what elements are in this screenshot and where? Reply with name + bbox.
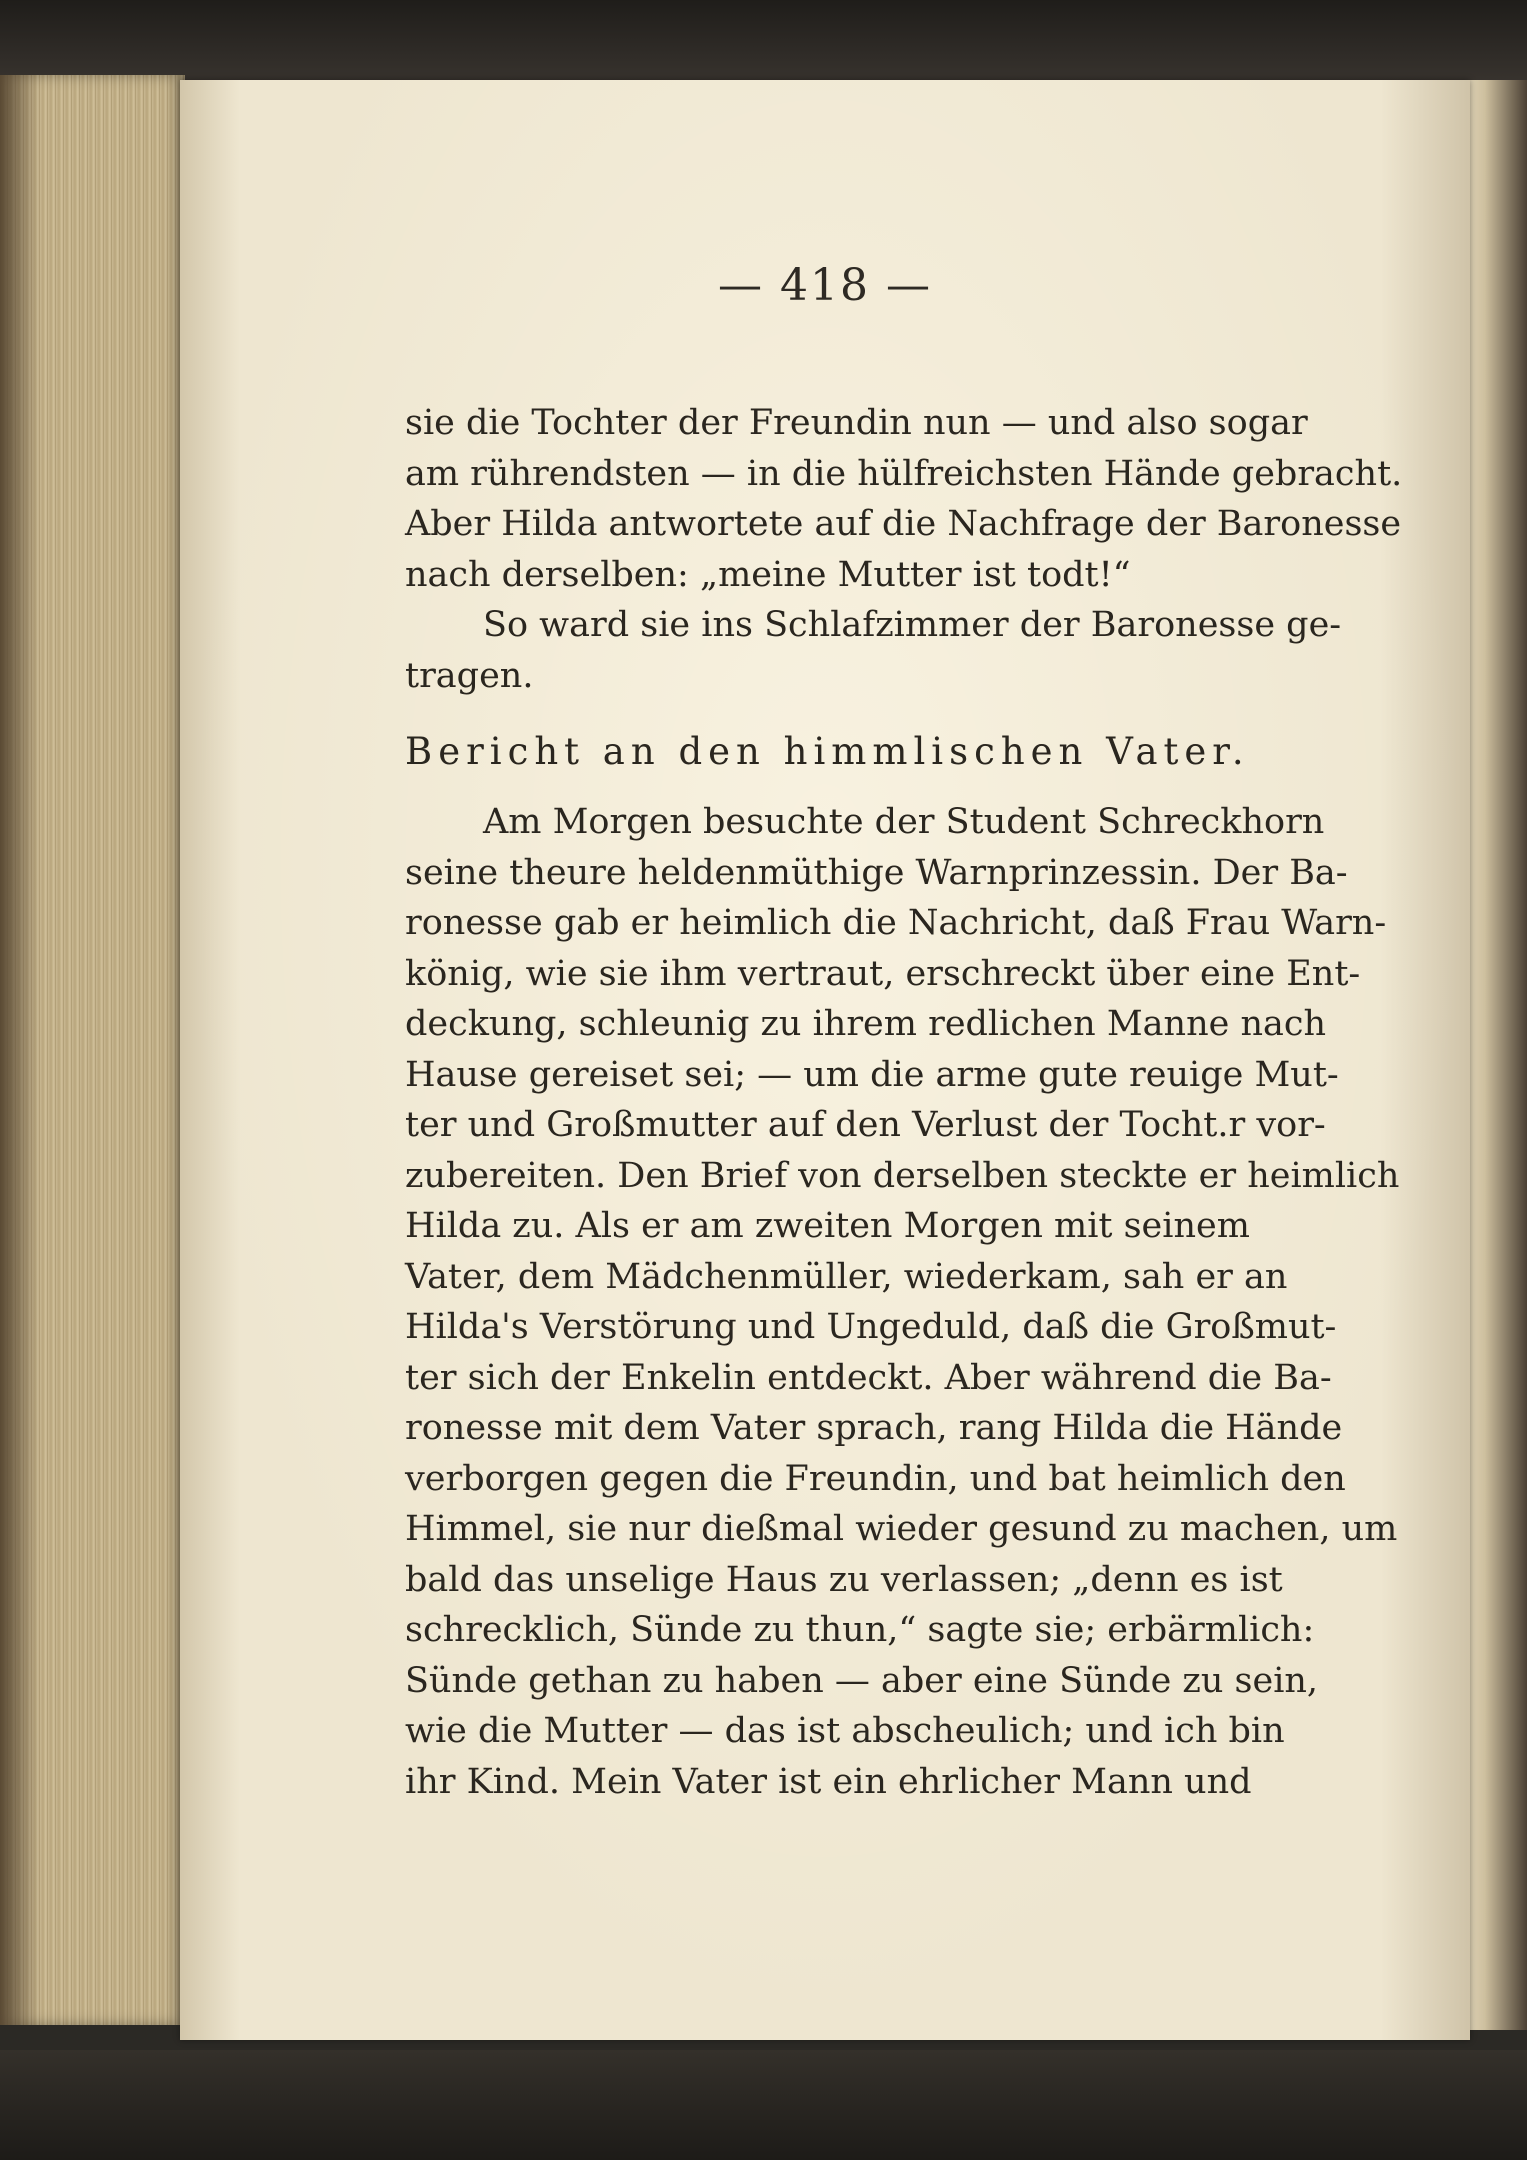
text-line: Aber Hilda antwortete auf die Nachfrage der Baronesse bbox=[405, 504, 1402, 544]
left-page-stack bbox=[0, 75, 185, 2025]
text-line: Am Morgen besuchte der Student Schreckhorn bbox=[483, 802, 1325, 842]
text-line: ronesse gab er heimlich die Nachricht, daß Frau Warn- bbox=[405, 903, 1387, 943]
text-line: deckung, schleunig zu ihrem redlichen Manne nach bbox=[405, 1004, 1327, 1044]
page-number: — 418 — bbox=[718, 260, 932, 311]
book-cover-bottom bbox=[0, 2050, 1527, 2160]
section-heading: Bericht an den himmlischen Vater. bbox=[405, 730, 1250, 773]
book-cover-top bbox=[0, 0, 1527, 90]
text-line: könig, wie sie ihm vertraut, erschreckt über eine Ent- bbox=[405, 953, 1361, 994]
text-line: sie die Tochter der Freundin nun — und also sogar bbox=[405, 403, 1308, 443]
page-text bbox=[405, 398, 1403, 1807]
text-line: Hilda zu. Als er am zweiten Morgen mit seinem bbox=[405, 1206, 1250, 1246]
text-line: ter und Großmutter auf den Verlust der Tocht.r vor- bbox=[405, 1105, 1326, 1145]
text-line: ihr Kind. Mein Vater ist ein ehrlicher Mann und bbox=[405, 1761, 1252, 1802]
book-page bbox=[180, 80, 1470, 2040]
text-line: tragen. bbox=[405, 655, 534, 696]
text-line: bald das unselige Haus zu verlassen; „denn es ist bbox=[405, 1559, 1283, 1600]
text-line: Vater, dem Mädchenmüller, wiederkam, sah er an bbox=[405, 1256, 1288, 1297]
text-line: ter sich der Enkelin entdeckt. Aber während die Ba- bbox=[405, 1357, 1332, 1398]
text-line: ronesse mit dem Vater sprach, rang Hilda die Hände bbox=[405, 1408, 1343, 1448]
text-line: nach derselben: „meine Mutter ist todt!“ bbox=[405, 554, 1131, 595]
text-line: Hause gereiset sei; — um die arme gute reuige Mut- bbox=[405, 1054, 1339, 1095]
text-line: Sünde gethan zu haben — aber eine Sünde zu sein, bbox=[405, 1660, 1319, 1701]
text-line: Hilda's Verstörung und Ungeduld, daß die Großmut- bbox=[405, 1307, 1337, 1347]
text-line: seine theure heldenmüthige Warnprinzessin. Der Ba- bbox=[405, 852, 1348, 893]
text-line: zubereiten. Den Brief von derselben steckte er heimlich bbox=[405, 1155, 1400, 1196]
text-line: Himmel, sie nur dießmal wieder gesund zu machen, um bbox=[405, 1509, 1398, 1549]
text-line: So ward sie ins Schlafzimmer der Baronesse ge- bbox=[483, 605, 1342, 645]
text-line: wie die Mutter — das ist abscheulich; und ich bin bbox=[405, 1711, 1285, 1751]
text-line: verborgen gegen die Freundin, und bat heimlich den bbox=[405, 1458, 1346, 1499]
text-line: schrecklich, Sünde zu thun,“ sagte sie; erbärmlich: bbox=[405, 1610, 1315, 1650]
text-line: am rührendsten — in die hülfreichsten Hände gebracht. bbox=[405, 453, 1403, 494]
